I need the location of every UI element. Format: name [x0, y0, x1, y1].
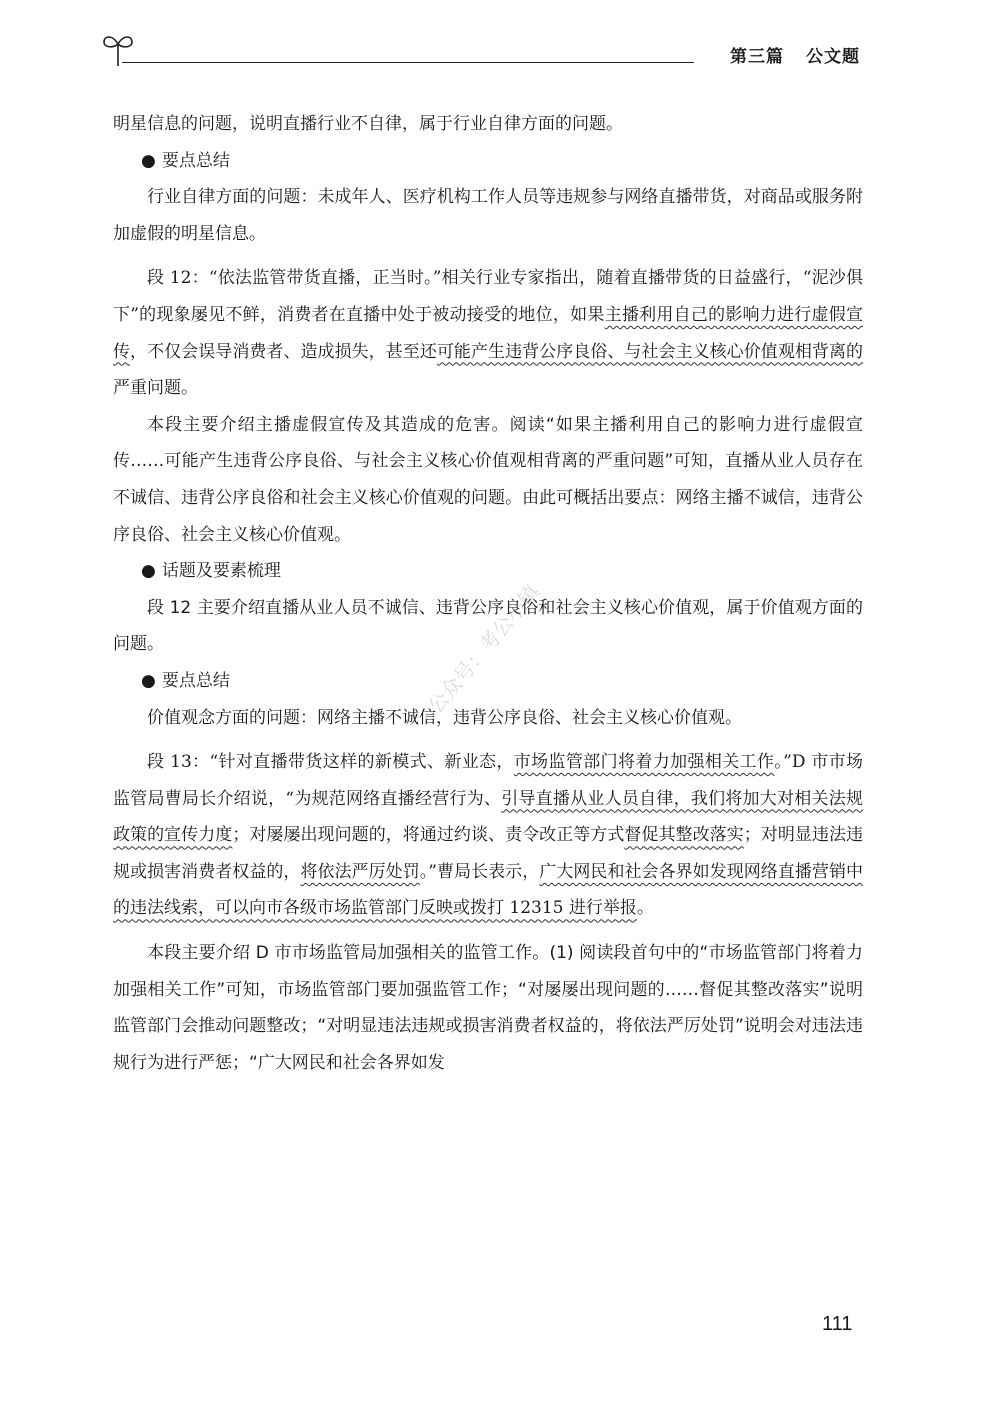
- page-content: [113, 106, 863, 1081]
- bullet-heading: [113, 663, 863, 700]
- text-run: 段 12：“依法监管带货直播，正当时。”相关行业专家指出，随着直播带货的日益盛行，“泥沙俱下”的现象屡见不鲜，消费者在直播中处于被动接受的地位，如果: [113, 268, 863, 325]
- header-title: [730, 42, 860, 67]
- underlined-text: 市场监管部门将着力加强相关工作: [513, 752, 775, 773]
- watermark: 公众号：考公小镇: [423, 580, 545, 718]
- paragraph: 段 12 主要介绍直播从业人员不诚信、违背公序良俗和社会主义核心价值观，属于价值观方面的问题。: [113, 597, 863, 655]
- header-section: 公文题: [806, 47, 860, 67]
- underlined-text: 引导直播从业人员自律，我们将加大对相关法规政策的宣传力度: [113, 788, 863, 846]
- underlined-text: 督促其整改落实: [624, 825, 744, 846]
- text-run: ；对明显违法违规或损害消费者权益的，: [113, 825, 864, 882]
- text-run: 。: [636, 898, 654, 919]
- text-run: 严重问题。: [113, 378, 198, 399]
- underlined-text: 可能产生违背公序良俗、与社会主义核心价值观相背离的: [436, 341, 864, 362]
- bullet-label: 要点总结: [161, 670, 230, 691]
- source-paragraph-12: [113, 260, 863, 406]
- text-run: 段 13：“针对直播带货这样的新模式、新业态，: [147, 752, 514, 773]
- bullet-heading: [113, 553, 863, 590]
- page-header: [100, 28, 860, 78]
- text-run: 。”D 市市场监管局曹局长介绍说，“为规范网络直播经营行为、: [113, 752, 863, 809]
- source-paragraph-13: [113, 744, 863, 927]
- bullet-icon: ●: [141, 561, 156, 582]
- paragraph: 行业自律方面的问题：未成年人、医疗机构工作人员等违规参与网络直播带货，对商品或服务附加虚假的明星信息。: [113, 187, 863, 244]
- bullet-heading: [113, 143, 863, 180]
- paragraph: 明星信息的问题，说明直播行业不自律，属于行业自律方面的问题。: [113, 114, 623, 134]
- bullet-label: 话题及要素梳理: [161, 561, 281, 582]
- text-run: ；对屡屡出现问题的，将通过约谈、责令改正等方式: [232, 825, 625, 846]
- header-rule: [122, 62, 694, 63]
- paragraph: 本段主要介绍 D 市市场监管局加强相关的监管工作。(1) 阅读段首句中的“市场监管部门将着力加强相关工作”可知，市场监管部门要加强监管工作；“对屡屡出现问题的……督促其整改落实”说明监管部门会推动问题整改；“对明显违法违规或损害消费者权益的，将依法严厉处罚”说明会对违法违规行为进行严惩；“广大网民和社会各界如发: [113, 943, 863, 1073]
- bullet-icon: ●: [141, 150, 156, 171]
- underlined-text: 将依法严厉处罚: [300, 861, 420, 882]
- underlined-text: 广大网民和社会各界如发现网络直播营销中的违法线索，可以向市各级市场监管部门反映或拨打 12315 进行举报: [113, 861, 864, 919]
- text-run: 。”曹局长表示，: [419, 861, 540, 882]
- paragraph: 本段主要介绍主播虚假宣传及其造成的危害。阅读“如果主播利用自己的影响力进行虚假宣传……可能产生违背公序良俗、与社会主义核心价值观相背离的严重问题”可知，直播从业人员存在不诚信、违背公序良俗和社会主义核心价值观的问题。由此可概括出要点：网络主播不诚信，违背公序良俗、社会主义核心价值观。: [113, 414, 863, 545]
- bullet-label: 要点总结: [161, 150, 230, 171]
- page-number: 111: [822, 1313, 853, 1335]
- bullet-icon: ●: [141, 670, 156, 691]
- text-run: ，不仅会误导消费者、造成损失，甚至还: [130, 341, 437, 362]
- paragraph: 价值观念方面的问题：网络主播不诚信，违背公序良俗、社会主义核心价值观。: [147, 707, 742, 728]
- underlined-text: 主播利用自己的影响力进行虚假宣传: [113, 304, 863, 362]
- header-part: 第三篇: [730, 47, 784, 67]
